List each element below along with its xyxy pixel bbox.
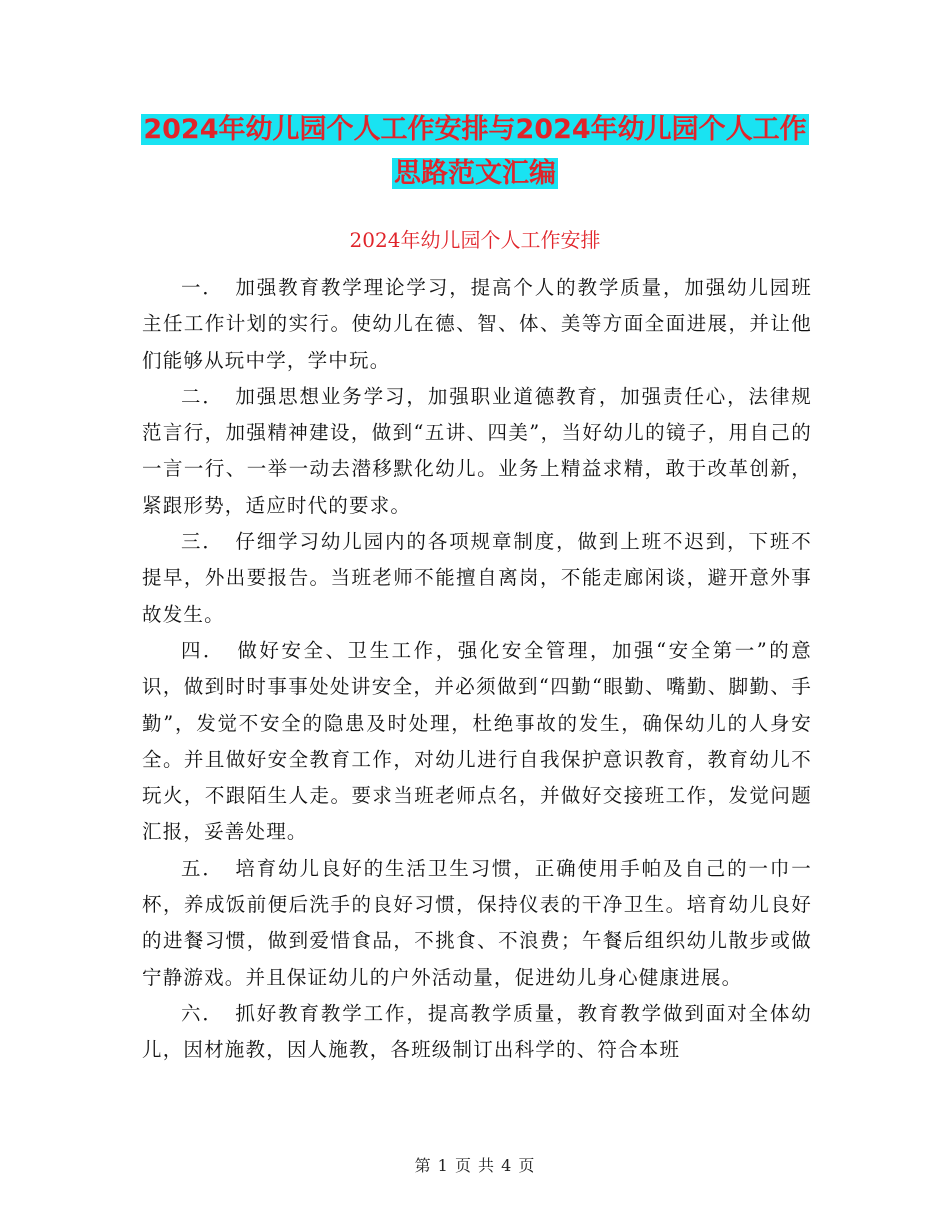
section-title: 2024年幼儿园个人工作安排: [349, 228, 601, 252]
paragraph-3: 三． 仔细学习幼儿园内的各项规章制度，做到上班不迟到，下班不提早，外出要报告。当班老师不能擅自离岗，不能走廊闲谈，避开意外事故发生。: [142, 530, 812, 626]
document-title-line-2: 思路范文汇编: [394, 158, 556, 189]
paragraph-5: 五． 培育幼儿良好的生活卫生习惯，正确使用手帕及自己的一巾一杯，养成饭前便后洗手的良好习惯，保持仪表的干净卫生。培育幼儿良好的进餐习惯，做到爱惜食品，不挑食、不浪费；午餐后组织幼儿散步或做宁静游戏。并且保证幼儿的户外活动量，促进幼儿身心健康进展。: [142, 856, 812, 989]
paragraph-2: 二． 加强思想业务学习，加强职业道德教育，加强责任心，法律规范言行，加强精神建设，做到“五讲、四美”，当好幼儿的镜子，用自己的一言一行、一举一动去潜移默化幼儿。业务上精益求精，敢于改革创新，紧跟形势，适应时代的要求。: [142, 384, 812, 517]
paragraph-1: 一． 加强教育教学理论学习，提高个人的教学质量，加强幼儿园班主任工作计划的实行。使幼儿在德、智、体、美等方面全面进展，并让他们能够从玩中学，学中玩。: [142, 276, 812, 372]
paragraph-6: 六． 抓好教育教学工作，提高教学质量，教育教学做到面对全体幼儿，因材施教，因人施教，各班级制订出科学的、符合本班: [142, 1001, 812, 1062]
document-title-line-1: 2024年幼儿园个人工作安排与2024年幼儿园个人工作: [143, 114, 807, 145]
document-body: [142, 270, 812, 1069]
page-footer: 第 1 页 共 4 页: [414, 1156, 536, 1175]
paragraph-4: 四． 做好安全、卫生工作，强化安全管理，加强“安全第一”的意识，做到时时事事处处讲安全，并必须做到“四勤“眼勤、嘴勤、脚勤、手勤”，发觉不安全的隐患及时处理，杜绝事故的发生，确保幼儿的人身安全。并且做好安全教育工作，对幼儿进行自我保护意识教育，教育幼儿不玩火，不跟陌生人走。要求当班老师点名，并做好交接班工作，发觉问题汇报，妥善处理。: [142, 638, 812, 844]
